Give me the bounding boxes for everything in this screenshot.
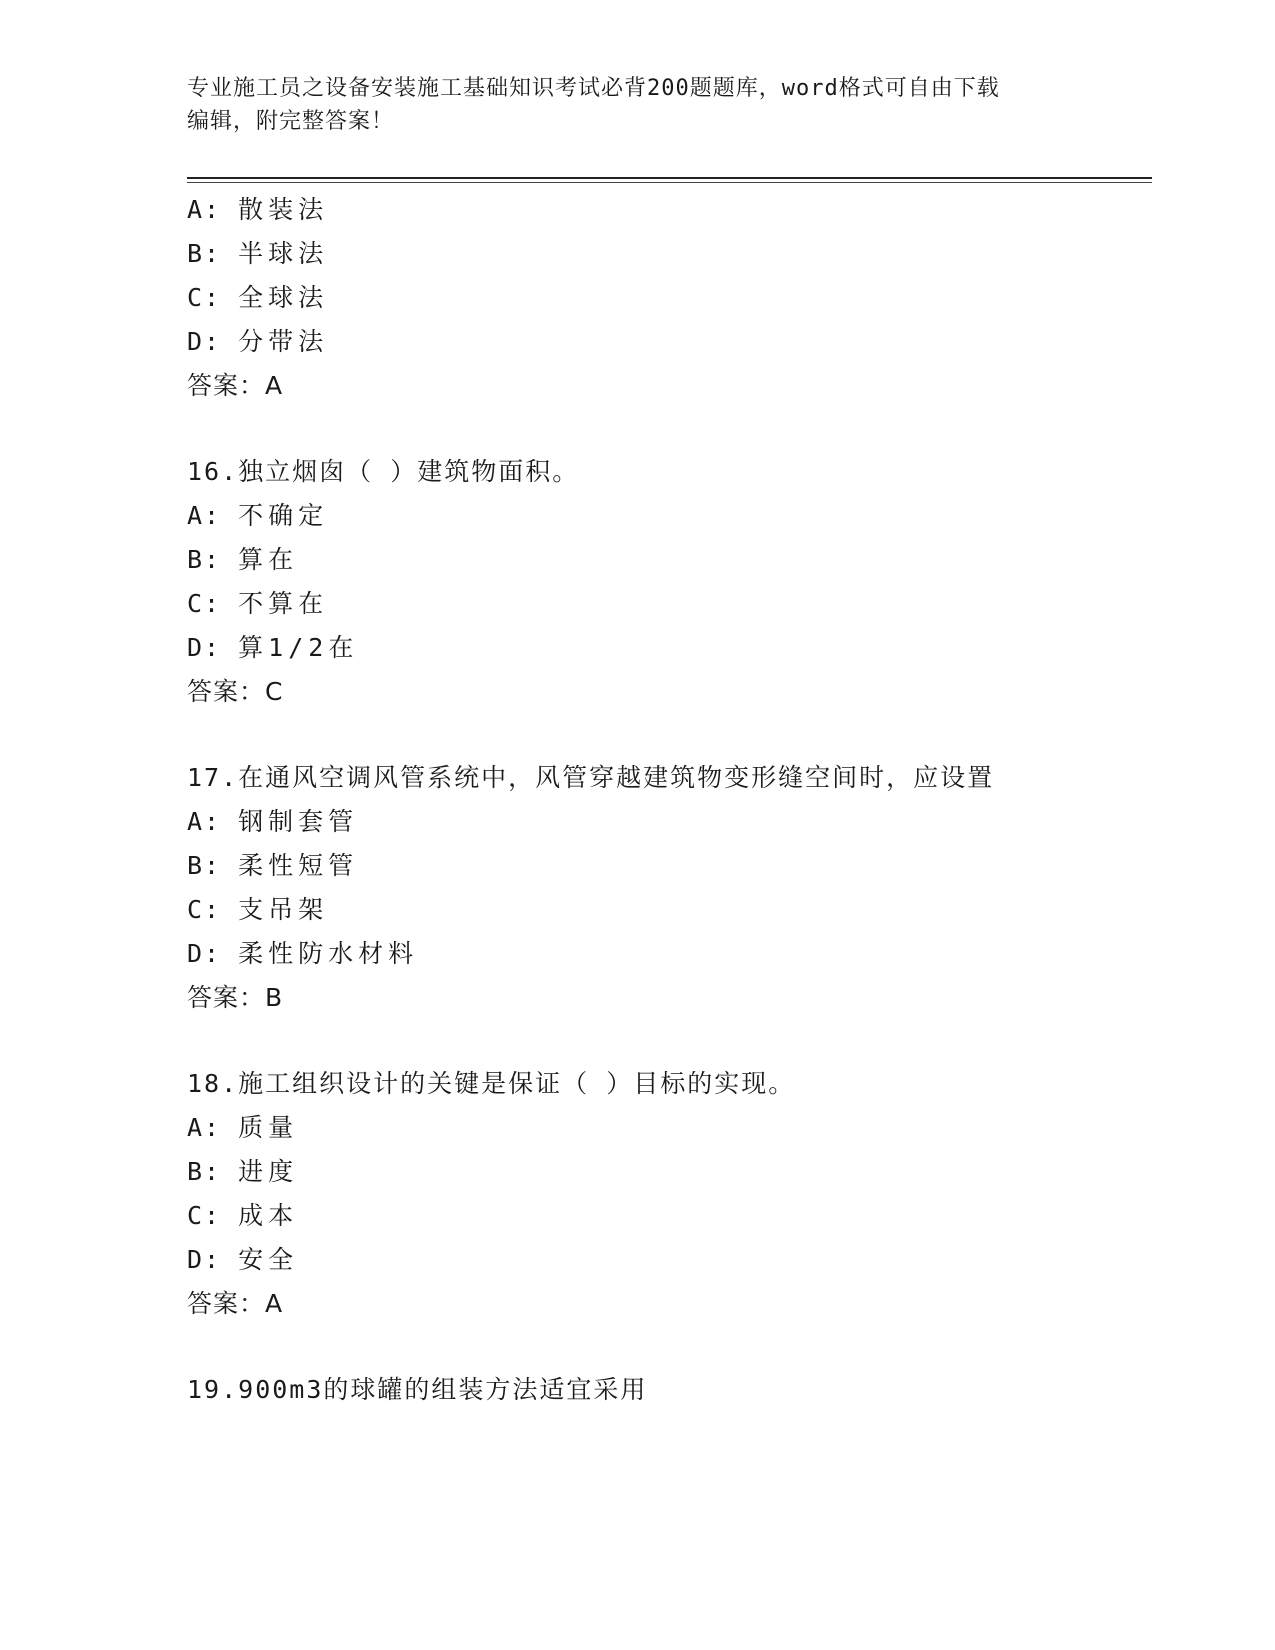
q15-option-a: A: 散装法 xyxy=(187,195,329,224)
q18-question: 18.施工组织设计的关键是保证（ ）目标的实现。 xyxy=(187,1069,796,1098)
q16-option-d: D: 算1/2在 xyxy=(187,633,359,662)
header-line-1: 专业施工员之设备安装施工基础知识考试必背200题题库，word格式可自由下载 xyxy=(187,76,1000,101)
q15-answer: 答案：A xyxy=(187,371,284,400)
q15-option-b: B: 半球法 xyxy=(187,239,329,268)
q18-option-d: D: 安全 xyxy=(187,1245,299,1274)
document-header xyxy=(187,72,1067,138)
q17-option-d: D: 柔性防水材料 xyxy=(187,939,419,968)
q17-option-c: C: 支吊架 xyxy=(187,895,329,924)
q18-option-c: C: 成本 xyxy=(187,1201,299,1230)
q18-answer: 答案：A xyxy=(187,1289,284,1318)
q17-option-b: B: 柔性短管 xyxy=(187,851,359,880)
q16-answer: 答案：C xyxy=(187,677,284,706)
q17-answer: 答案：B xyxy=(187,983,284,1012)
q16-option-a: A: 不确定 xyxy=(187,501,329,530)
q18-option-a: A: 质量 xyxy=(187,1113,299,1142)
q16-question: 16.独立烟囱（ ）建筑物面积。 xyxy=(187,457,580,486)
q19-question: 19.900m3的球罐的组装方法适宜采用 xyxy=(187,1375,648,1404)
q17-question: 17.在通风空调风管系统中，风管穿越建筑物变形缝空间时，应设置 xyxy=(187,763,995,792)
q18-option-b: B: 进度 xyxy=(187,1157,299,1186)
header-divider-thin xyxy=(187,182,1152,183)
q17-option-a: A: 钢制套管 xyxy=(187,807,359,836)
q16-option-c: C: 不算在 xyxy=(187,589,329,618)
q15-option-c: C: 全球法 xyxy=(187,283,329,312)
header-line-2: 编辑，附完整答案！ xyxy=(187,109,395,134)
q15-option-d: D: 分带法 xyxy=(187,327,329,356)
header-divider xyxy=(187,177,1152,179)
q16-option-b: B: 算在 xyxy=(187,545,299,574)
